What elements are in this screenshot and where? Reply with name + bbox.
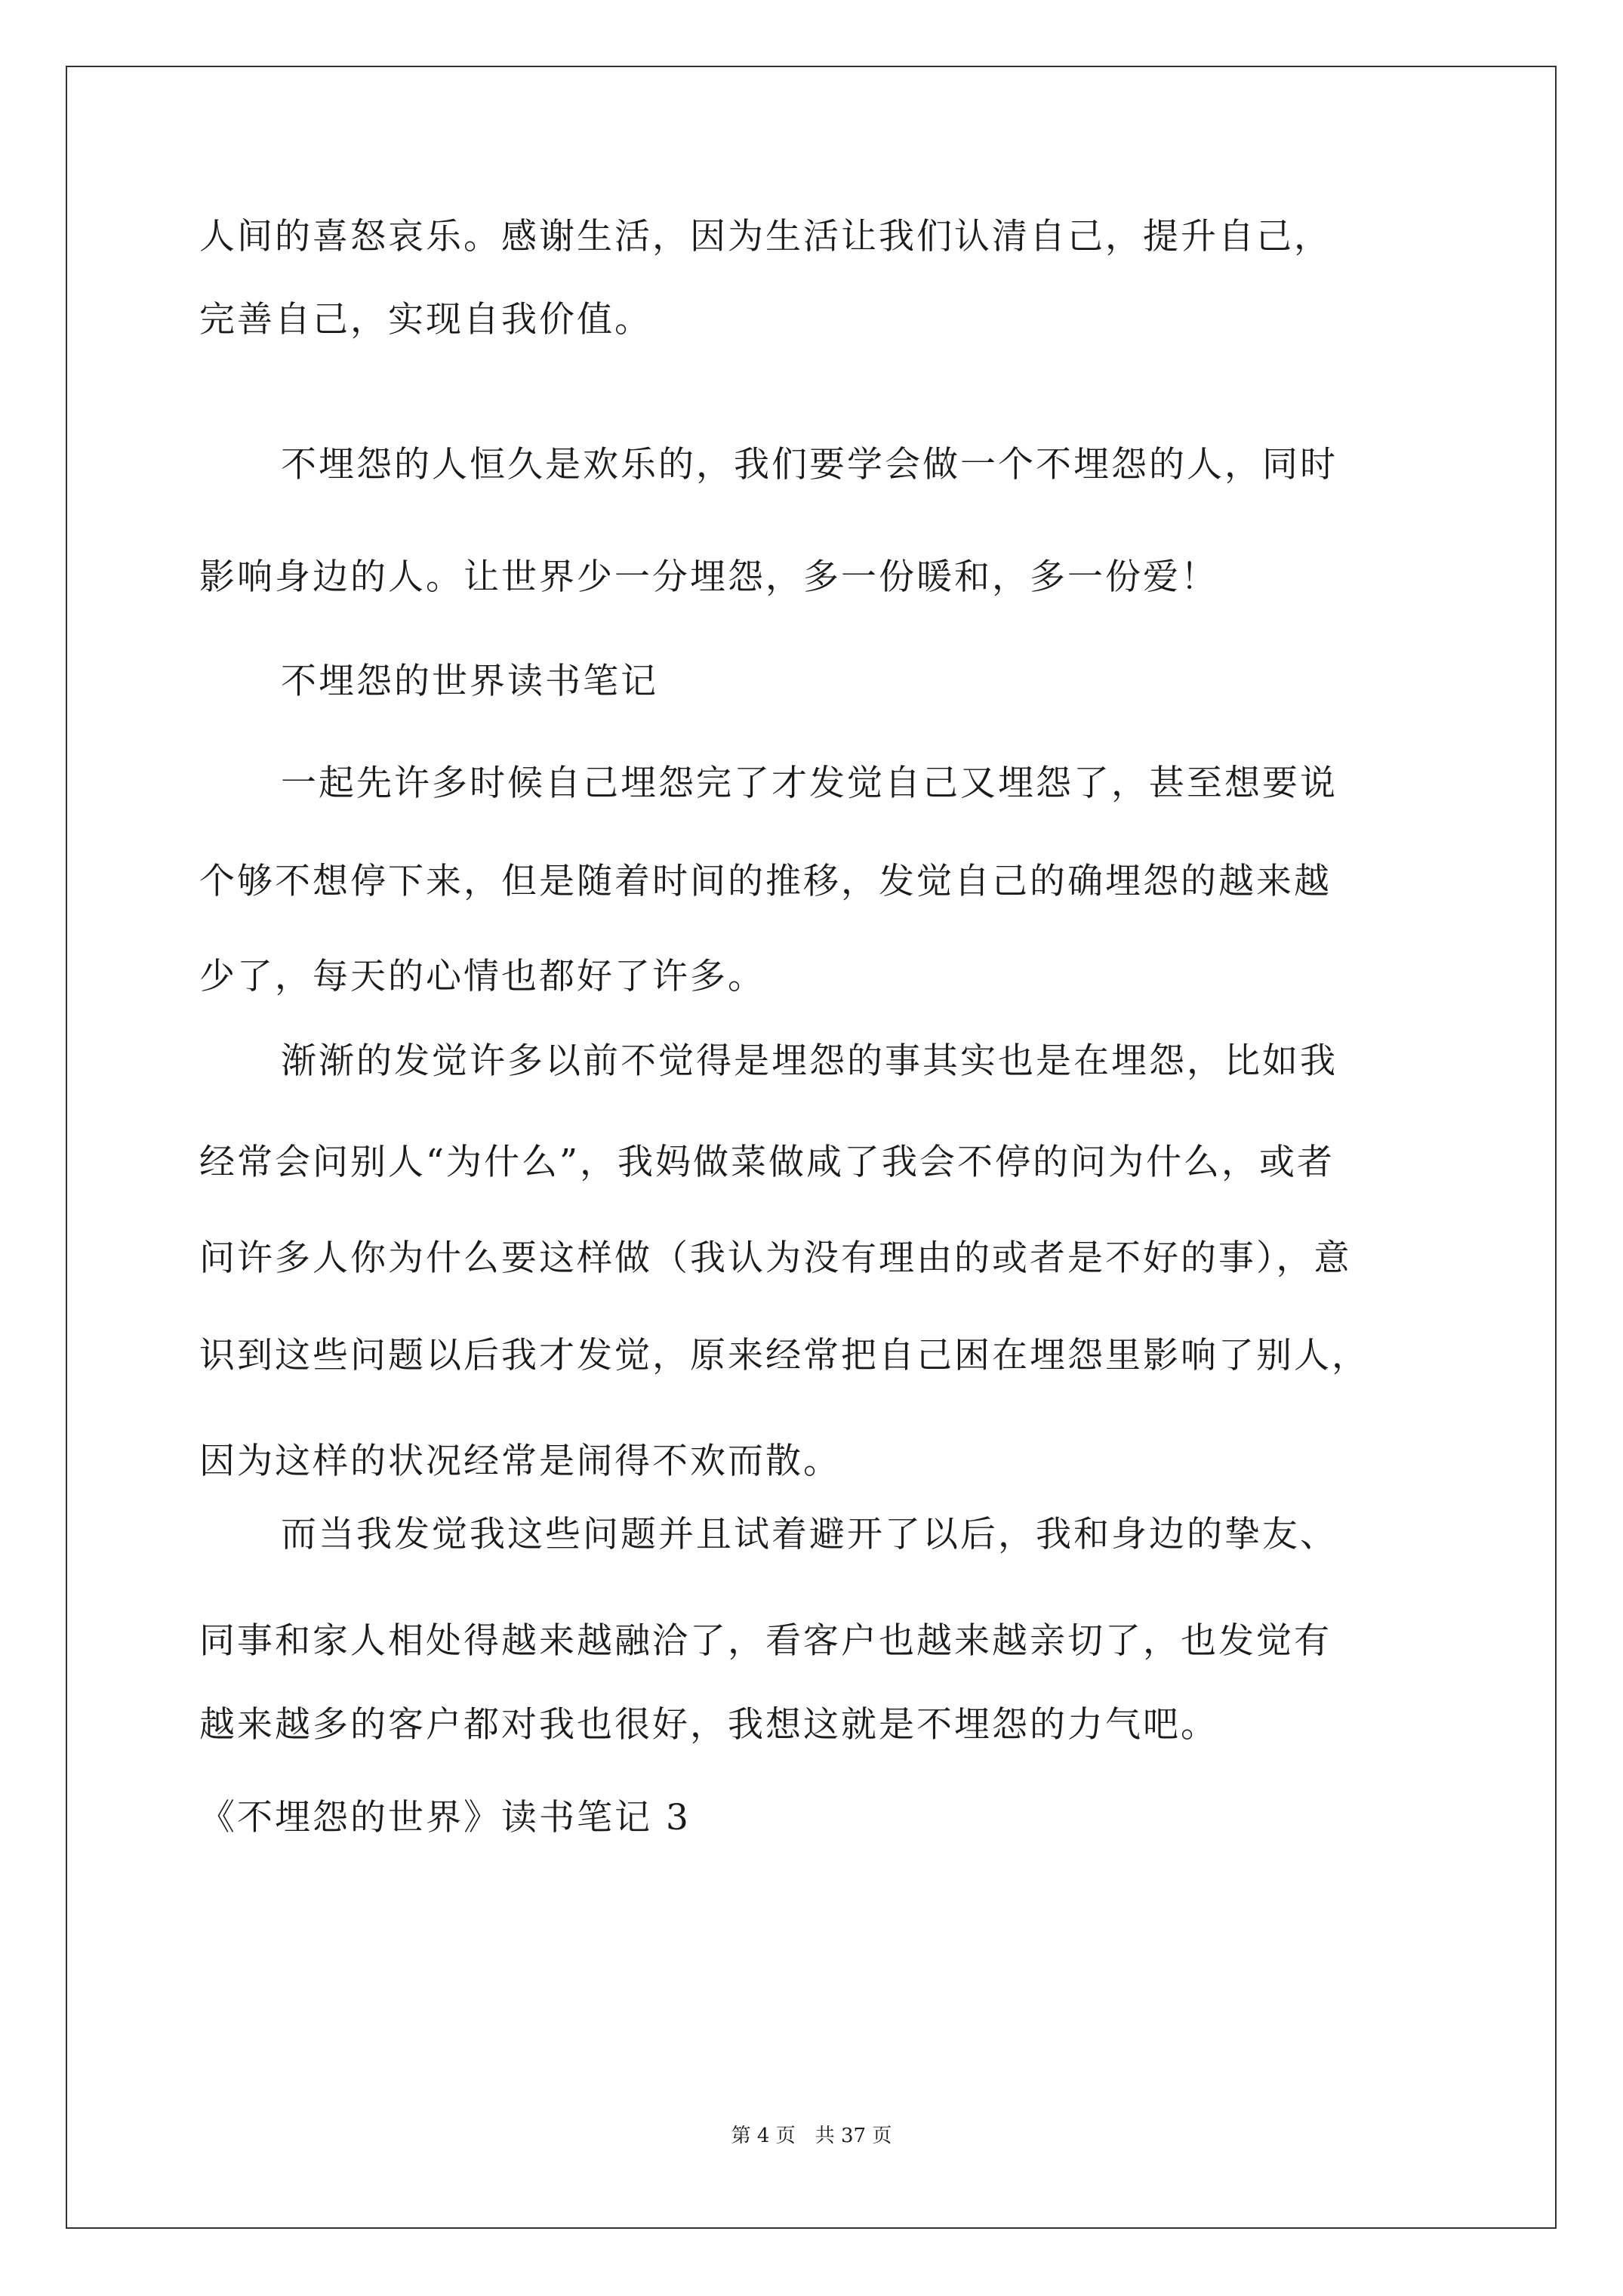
section-title: 《不埋怨的世界》读书笔记 3 <box>199 1797 691 1838</box>
text-line: 少了，每天的心情也都好了许多。 <box>199 956 765 997</box>
text-line: 完善自己，实现自我价值。 <box>199 299 652 341</box>
text-line: 经常会问别人“为什么”，我妈做菜做咸了我会不停的问为什么，或者 <box>199 1142 1335 1183</box>
text-line: 问许多人你为什么要这样做（我认为没有理由的或者是不好的事），意 <box>199 1237 1352 1279</box>
paragraph-start-line: 一起先许多时候自己埋怨完了才发觉自己又埋怨了，甚至想要说 <box>281 763 1338 804</box>
page-number: 第 4 页 共 37 页 <box>731 2125 892 2147</box>
text-line: 人间的喜怒哀乐。感谢生活，因为生活让我们认清自己，提升自己， <box>199 216 1332 257</box>
paragraph-start-line: 而当我发觉我这些问题并且试着避开了以后，我和身边的挚友、 <box>281 1514 1338 1555</box>
text-line: 因为这样的状况经常是闹得不欢而散。 <box>199 1441 841 1482</box>
text-line: 影响身边的人。让世界少一分埋怨，多一份暖和，多一份爱！ <box>199 556 1218 598</box>
section-heading: 不埋怨的世界读书笔记 <box>281 661 658 702</box>
paragraph-start-line: 不埋怨的人恒久是欢乐的，我们要学会做一个不埋怨的人，同时 <box>281 444 1338 485</box>
text-line: 个够不想停下来，但是随着时间的推移，发觉自己的确埋怨的越来越 <box>199 861 1332 902</box>
text-line: 越来越多的客户都对我也很好，我想这就是不埋怨的力气吧。 <box>199 1704 1218 1746</box>
text-line: 识到这些问题以后我才发觉，原来经常把自己困在埋怨里影响了别人， <box>199 1335 1369 1376</box>
text-line: 同事和家人相处得越来越融洽了，看客户也越来越亲切了，也发觉有 <box>199 1620 1332 1662</box>
paragraph-start-line: 渐渐的发觉许多以前不觉得是埋怨的事其实也是在埋怨，比如我 <box>281 1040 1338 1082</box>
